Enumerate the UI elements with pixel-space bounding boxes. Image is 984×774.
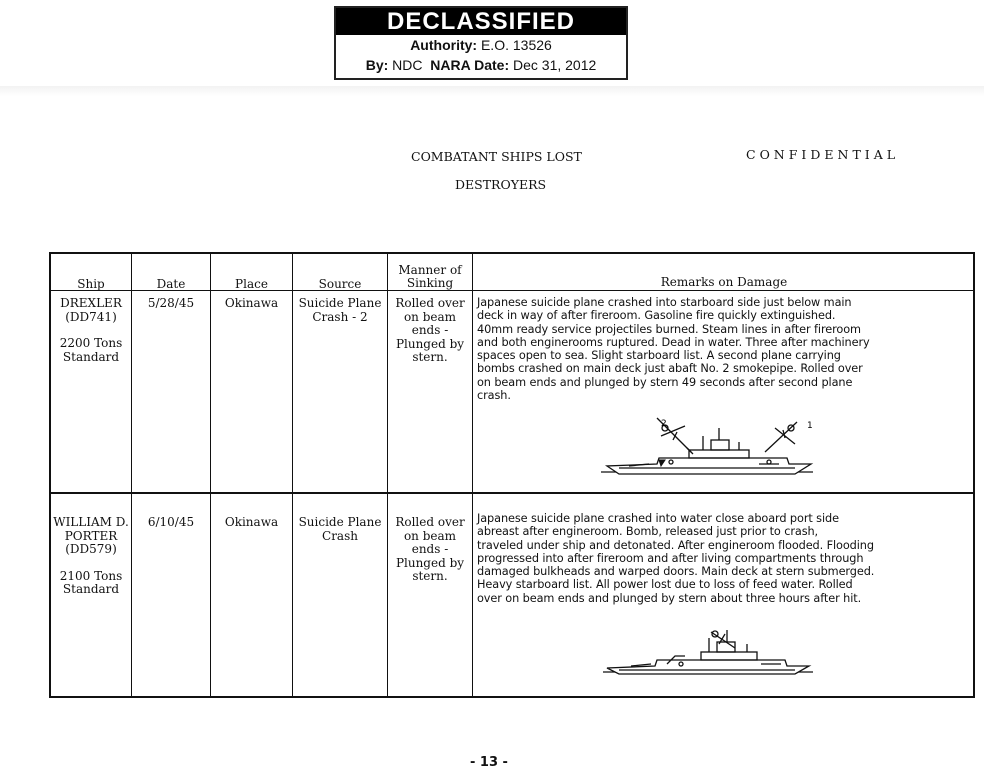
row2-manner-line: ends -	[411, 542, 449, 556]
row1-remarks-line: Japanese suicide plane crashed into starboard side just below main	[477, 296, 852, 309]
row2-remarks-line: over on beam ends and plunged by stern about three hours after hit.	[477, 591, 862, 605]
col-divider	[472, 254, 473, 696]
row1-manner-line: ends -	[411, 323, 449, 337]
col-divider	[131, 254, 132, 696]
row1-source-line2: Crash - 2	[312, 309, 368, 324]
nara-label: NARA Date:	[430, 57, 510, 73]
nara-value: Dec 31, 2012	[513, 57, 597, 73]
row2-source-line1: Suicide Plane	[298, 515, 382, 529]
row2-remarks-line: damaged bulkheads and warped doors. Main deck at stern submerged.	[477, 565, 875, 579]
col-header-place: Place	[235, 277, 268, 291]
authority-label: Authority:	[410, 37, 478, 53]
row1-hull-number: (DD741)	[65, 309, 117, 324]
row1-date: 5/28/45	[147, 296, 195, 310]
row-divider	[51, 492, 973, 494]
col-header-date: Date	[156, 277, 186, 291]
manner-header-line2: Sinking	[406, 276, 454, 290]
row2-remarks	[477, 512, 973, 605]
col-header-ship: Ship	[77, 277, 105, 291]
row2-tonnage: 2100 Tons	[59, 568, 123, 583]
col-header-source: Source	[318, 277, 362, 291]
row2-manner-line: on beam	[403, 528, 457, 543]
classification-label: CONFIDENTIAL	[746, 147, 900, 162]
row1-remarks-line: crash.	[477, 389, 511, 403]
row1-remarks-line: bombs crashed on main deck just abaft No. 2 smokepipe. Rolled over	[477, 362, 863, 376]
row1-remarks-line: 40mm ready service projectiles burned. Steam lines in after fireroom	[477, 322, 861, 336]
stamp-authority	[336, 35, 626, 55]
plane-label-2: 2	[661, 419, 667, 429]
document-title: COMBATANT SHIPS LOST	[411, 149, 582, 164]
row2-date: 6/10/45	[147, 515, 195, 529]
row1-tonnage: 2200 Tons	[59, 336, 123, 350]
row1-remarks-line: on beam ends and plunged by stern 49 seconds after second plane	[477, 375, 853, 389]
by-value: NDC	[392, 57, 423, 73]
row2-remarks-line: abreast after engineroom. Bomb, released just prior to crash,	[477, 525, 819, 539]
row1-source-line1: Suicide Plane	[298, 296, 382, 310]
row1-manner-line: stern.	[412, 350, 448, 364]
page-edge-shadow	[0, 86, 984, 96]
declassified-stamp	[334, 6, 628, 80]
row1-place: Okinawa	[224, 296, 279, 310]
row1-manner-line: on beam	[403, 309, 457, 324]
row2-manner	[388, 516, 472, 584]
row2-manner-line: Rolled over	[395, 515, 465, 529]
row1-manner	[388, 297, 472, 365]
row2-standard: Standard	[62, 582, 120, 596]
row2-manner-line: Plunged by	[395, 555, 465, 570]
by-label: By:	[365, 57, 389, 73]
row1-manner-line: Plunged by	[395, 336, 465, 351]
document-subtitle: DESTROYERS	[455, 177, 547, 192]
row1-standard: Standard	[62, 349, 120, 364]
row2-manner-line: stern.	[412, 569, 448, 583]
row2-remarks-line: Heavy starboard list. All power lost due to loss of feed water. Rolled	[477, 578, 853, 592]
plane-label-1: 1	[807, 421, 813, 431]
authority-value: E.O. 13526	[480, 37, 552, 53]
ship-damage-diagram-drexler	[599, 414, 829, 486]
spacer	[51, 557, 131, 570]
row2-ship-cell	[51, 516, 131, 597]
row1-source	[293, 297, 387, 324]
row2-source	[293, 516, 387, 543]
col-header-remarks: Remarks on Damage	[660, 275, 788, 289]
row1-remarks-line: and both enginerooms ruptured. Dead in water. Three after machinery	[477, 335, 870, 349]
ship-damage-diagram-porter	[601, 626, 825, 686]
ships-lost-table	[49, 252, 975, 698]
row2-remarks-line: progressed into after fireroom and after living compartments through	[477, 551, 864, 565]
stamp-by-line	[336, 55, 626, 75]
row2-ship-name: WILLIAM D.	[53, 515, 129, 529]
row2-place: Okinawa	[224, 515, 279, 529]
manner-header-line1: Manner of	[398, 263, 462, 277]
stamp-title: DECLASSIFIED	[336, 8, 626, 35]
row2-remarks-line: Japanese suicide plane crashed into water close aboard port side	[477, 512, 839, 525]
row2-hull-number: (DD579)	[65, 542, 117, 556]
row1-remarks	[477, 296, 973, 402]
row2-source-line2: Crash	[322, 528, 358, 543]
row2-ship-name2: PORTER	[64, 528, 118, 543]
row1-remarks-line: deck in way of after fireroom. Gasoline fire quickly extinguished.	[477, 309, 836, 323]
row1-manner-line: Rolled over	[395, 296, 465, 310]
row2-remarks-line: traveled under ship and detonated. After engineroom flooded. Flooding	[477, 538, 874, 552]
page-number: - 13 -	[470, 755, 508, 770]
row1-ship-cell	[51, 297, 131, 364]
row1-ship-name: DREXLER	[60, 296, 122, 310]
row1-remarks-line: spaces open to sea. Slight starboard list. A second plane carrying	[477, 349, 841, 363]
col-divider	[210, 254, 211, 696]
col-header-manner	[388, 264, 472, 290]
